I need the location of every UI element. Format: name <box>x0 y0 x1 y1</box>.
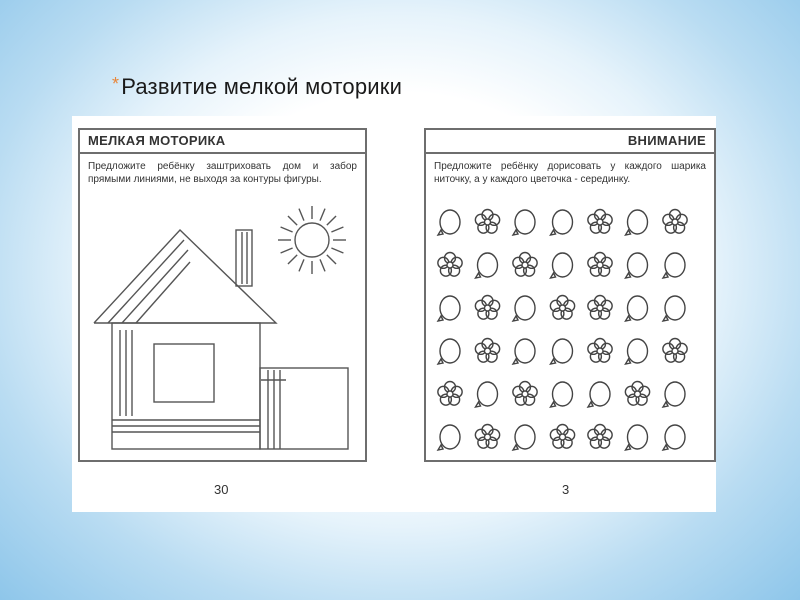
balloon-icon <box>663 425 685 450</box>
flower-icon <box>663 339 687 363</box>
balloon-icon <box>626 425 648 450</box>
balloon-icon <box>513 339 535 364</box>
sun-icon <box>278 206 346 274</box>
fine-motor-instruction: Предложите ребёнку заштриховать дом и забор прямыми линиями, не выходя за контуры фигуры. <box>88 161 357 185</box>
attention-page <box>424 128 716 462</box>
flower-icon <box>588 253 612 277</box>
balloon-icon <box>626 296 648 321</box>
balloon-icon <box>438 210 460 235</box>
balloon-icon <box>438 339 460 364</box>
flower-icon <box>438 253 462 277</box>
balloon-icon <box>551 253 573 278</box>
balloon-icon <box>551 210 573 235</box>
chimney <box>236 230 252 286</box>
attention-instruction: Предложите ребёнку дорисовать у каждого шарика ниточку, а у каждого цветочка - серединку. <box>434 161 706 185</box>
fence <box>260 368 348 449</box>
balloon-icon <box>588 382 610 407</box>
flower-icon <box>513 253 537 277</box>
house-walls <box>112 323 260 449</box>
balloon-flower-grid <box>426 200 714 460</box>
flower-icon <box>588 339 612 363</box>
balloon-icon <box>513 296 535 321</box>
title-bullet: * <box>112 74 120 94</box>
flower-icon <box>475 210 499 234</box>
flower-icon <box>550 296 574 320</box>
balloon-icon <box>438 296 460 321</box>
balloon-icon <box>438 425 460 450</box>
balloon-icon <box>626 339 648 364</box>
balloon-icon <box>476 382 498 407</box>
balloon-icon <box>513 210 535 235</box>
balloon-icon <box>551 339 573 364</box>
left-page-number: 30 <box>214 482 229 497</box>
balloon-icon <box>663 253 685 278</box>
flower-icon <box>475 296 499 320</box>
balloon-icon <box>513 425 535 450</box>
flower-icon <box>513 382 537 406</box>
attention-header: ВНИМАНИЕ <box>426 130 714 154</box>
fine-motor-page <box>78 128 367 462</box>
flower-icon <box>588 425 612 449</box>
right-page-number: 3 <box>562 482 570 497</box>
balloon-icon <box>626 253 648 278</box>
slide-title <box>112 74 402 100</box>
fine-motor-header: МЕЛКАЯ МОТОРИКА <box>80 130 365 154</box>
worksheet-image <box>72 116 716 512</box>
flower-icon <box>475 339 499 363</box>
flower-icon <box>550 425 574 449</box>
flower-icon <box>475 425 499 449</box>
balloon-icon <box>476 253 498 278</box>
balloon-icon <box>626 210 648 235</box>
flower-icon <box>588 296 612 320</box>
balloon-icon <box>663 296 685 321</box>
roof <box>94 230 276 323</box>
flower-icon <box>438 382 462 406</box>
flower-icon <box>588 210 612 234</box>
house-drawing <box>80 192 365 462</box>
balloon-icon <box>551 382 573 407</box>
slide-title-text: Развитие мелкой моторики <box>121 74 403 99</box>
flower-icon <box>625 382 649 406</box>
balloon-icon <box>663 382 685 407</box>
flower-icon <box>663 210 687 234</box>
